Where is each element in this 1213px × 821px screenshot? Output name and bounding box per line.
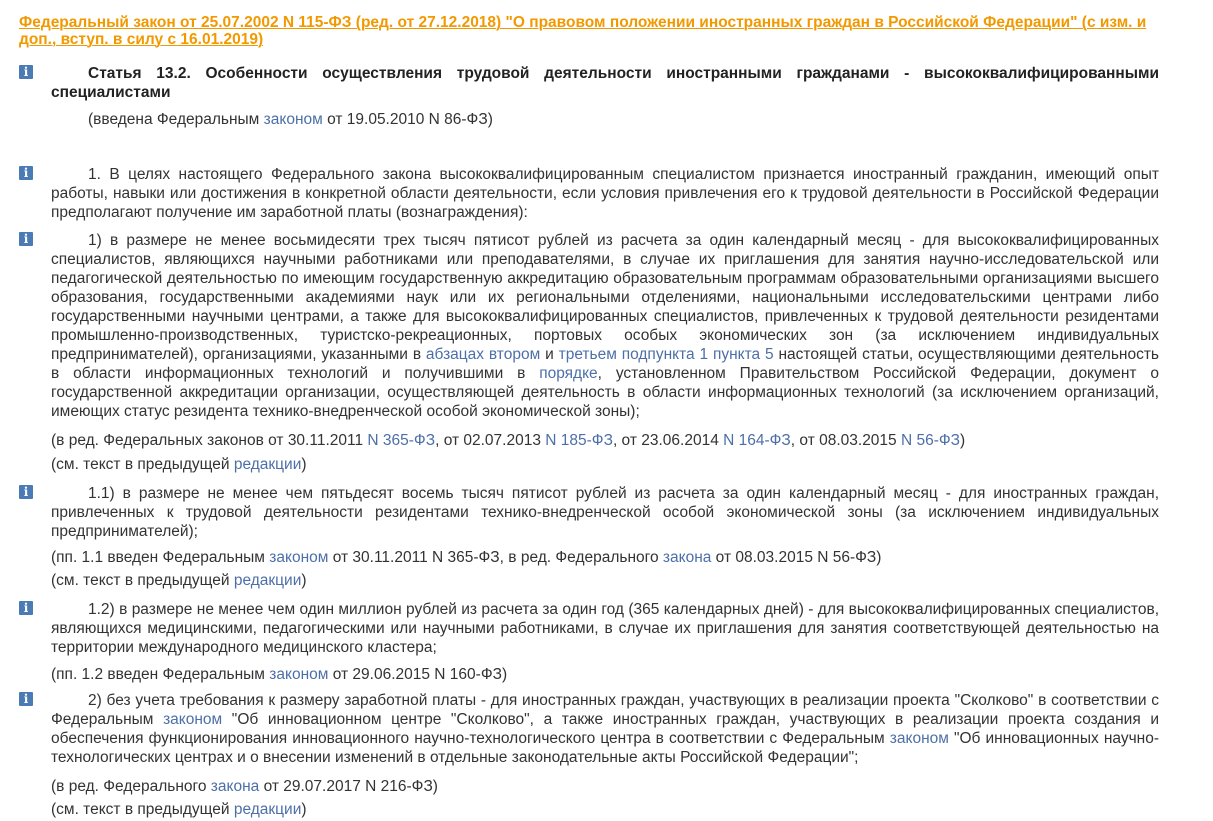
info-icon[interactable]: i (19, 65, 33, 79)
paragraph-subpoint-1-1: 1.1) в размере не менее чем пятьдесят восемь тысяч пятисот рублей из расчета за один календарный месяц - для иностранных граждан, привлеченных к трудовой деятельности резидентами технико-внедренческой особой экономической зоны (за исключением индивидуальных предпринимателей); (51, 485, 1159, 540)
law-link[interactable]: закона (210, 778, 260, 795)
law-link[interactable]: законом (163, 711, 223, 728)
amendment-note-2: (пп. 1.1 введен Федеральным законом от 30.11.2011 N 365-ФЗ, в ред. Федерального закона от 08.03.2015 N 56-ФЗ) (51, 549, 882, 566)
previous-edition-note: (см. текст в предыдущей редакции) (51, 456, 307, 473)
amendment-note-3: (пп. 1.2 введен Федеральным законом от 29.06.2015 N 160-ФЗ) (51, 666, 508, 683)
law-link[interactable]: законом (269, 666, 329, 683)
paragraph-subpoint-1: 1) в размере не менее восьмидесяти трех тысяч пятисот рублей из расчета за один календарный месяц - для высококвалифицированных специалистов, являющихся научными работниками или преподавателями, в случае их приглашения для занятия научно-исследовательской или педагогической деятельностью по имеющим государственную аккредитацию образовательным программам образовательными организациями высшего образования, государственными академиями наук или их региональными отделениями, национальными исследовательскими центрами либо государственными научными центрами, а также для высококвалифицированных специалистов, привлеченных к трудовой деятельности резидентами промышленно-производственных, туристско-рекреационных, портовых особых экономических зон (за исключением индивидуальных предпринимателей), организациями, указанными в абзацах втором и третьем подпункта 1 пункта 5 настоящей статьи, осуществляющими деятельность в области информационных технологий и получившими в порядке, установленном Правительством Российской Федерации, документ о государственной аккредитации организации, осуществляющей деятельность в области информационных технологий (за исключением организаций, имеющих статус резидента технико-внедренческой особой экономической зоны); (51, 232, 1160, 420)
amendment-note-4: (в ред. Федерального закона от 29.07.2017 N 216-ФЗ) (51, 778, 438, 795)
paragraph-point-1: 1. В целях настоящего Федерального закона высококвалифицированным специалистом признается иностранный гражданин, имеющий опыт работы, навыки или достижения в конкретной области деятельности, если условия привлечения его к трудовой деятельности в Российской Федерации предполагают получение им заработной платы (вознаграждения): (51, 166, 1159, 221)
edition-link[interactable]: редакции (233, 572, 302, 589)
law-185-link[interactable]: N 185-ФЗ (545, 432, 613, 449)
info-icon[interactable]: i (19, 601, 33, 615)
info-icon[interactable]: i (19, 166, 33, 180)
law-link[interactable]: закона (662, 549, 712, 566)
paragraph-link[interactable]: абзацах втором (425, 346, 541, 363)
document-title-link[interactable]: Федеральный закон от 25.07.2002 N 115-ФЗ (ред. от 27.12.2018) "О правовом положении иностранных граждан в Российской Федерации" (с изм. и доп., вступ. в силу с 16.01.2019) (19, 14, 1147, 48)
article-title: Статья 13.2. Особенности осуществления трудовой деятельности иностранными гражданами - высококвалифицированными специалистами (51, 65, 1159, 101)
info-icon[interactable]: i (19, 692, 33, 706)
law-164-link[interactable]: N 164-ФЗ (723, 432, 791, 449)
law-link[interactable]: законом (889, 730, 949, 747)
previous-edition-note: (см. текст в предыдущей редакции) (51, 572, 307, 589)
info-icon[interactable]: i (19, 232, 33, 246)
law-link[interactable]: законом (269, 549, 329, 566)
subpoint-link[interactable]: третьем подпункта 1 пункта 5 (558, 346, 774, 363)
previous-edition-note: (см. текст в предыдущей редакции) (51, 801, 307, 818)
law-link[interactable]: законом (263, 111, 323, 128)
procedure-link[interactable]: порядке (539, 365, 598, 382)
edition-link[interactable]: редакции (233, 456, 302, 473)
edition-link[interactable]: редакции (233, 801, 302, 818)
amendment-note-1: (в ред. Федеральных законов от 30.11.2011 N 365-ФЗ, от 02.07.2013 N 185-ФЗ, от 23.06.2014 N 164-ФЗ, от 08.03.2015 N 56-ФЗ) (51, 432, 966, 449)
article-intro-note: (введена Федеральным законом от 19.05.2010 N 86-ФЗ) (88, 111, 493, 128)
paragraph-subpoint-2: 2) без учета требования к размеру заработной платы - для иностранных граждан, участвующих в реализации проекта "Сколково" в соответствии с Федеральным законом "Об инновационном центре "Сколково", а также иностранных граждан, участвующих в реализации проекта создания и обеспечения функционирования инновационного научно-технологического центра в соответствии с Федеральным законом "Об инновационных научно-технологических центрах и о внесении изменений в отдельные законодательные акты Российской Федерации"; (51, 692, 1159, 766)
paragraph-subpoint-1-2: 1.2) в размере не менее чем один миллион рублей из расчета за один год (365 календарных дней) - для высококвалифицированных специалистов, являющихся медицинскими, педагогическими или научными работниками, в случае их приглашения для занятия соответствующей деятельностью на территории международного медицинского кластера; (51, 601, 1159, 656)
law-56-link[interactable]: N 56-ФЗ (900, 432, 961, 449)
info-icon[interactable]: i (19, 485, 33, 499)
law-365-link[interactable]: N 365-ФЗ (367, 432, 436, 449)
